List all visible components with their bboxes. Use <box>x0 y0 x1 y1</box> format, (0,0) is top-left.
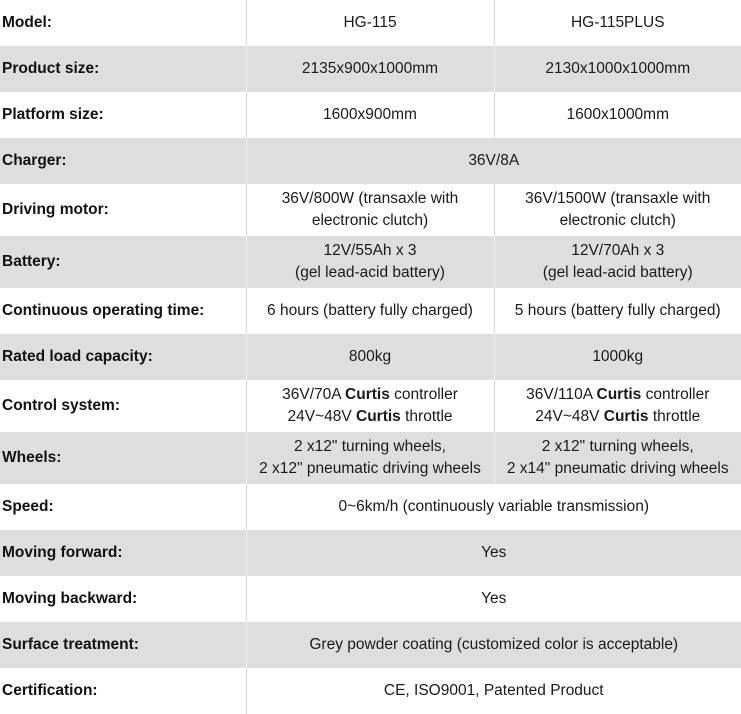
spec-value-hg-115plus <box>494 184 741 236</box>
spec-row-charger <box>0 138 741 184</box>
brand-name: Curtis <box>604 408 649 425</box>
spec-label: Rated load capacity: <box>0 334 246 380</box>
spec-value-text: 24V~48V <box>287 408 356 425</box>
spec-row-wheels <box>0 432 741 484</box>
spec-label: Surface treatment: <box>0 622 246 668</box>
spec-value-line: 1600x900mm <box>247 104 494 126</box>
spec-value-hg-115plus <box>494 334 741 380</box>
spec-value-line: 800kg <box>247 346 494 368</box>
spec-value-line: 2135x900x1000mm <box>247 58 494 80</box>
spec-value-text: controller <box>390 386 458 403</box>
spec-label: Moving backward: <box>0 576 246 622</box>
spec-value-hg-115 <box>246 184 494 236</box>
spec-value-line: 1600x1000mm <box>495 104 741 126</box>
spec-label: Model: <box>0 0 246 46</box>
spec-value-hg-115 <box>246 46 494 92</box>
spec-value-line <box>495 384 741 406</box>
spec-value-line: 2130x1000x1000mm <box>495 58 741 80</box>
spec-value-line: 2 x12" turning wheels, <box>247 436 494 458</box>
brand-name: Curtis <box>356 408 401 425</box>
spec-value-hg-115 <box>246 92 494 138</box>
spec-value-shared <box>246 530 741 576</box>
spec-row-moving-forward <box>0 530 741 576</box>
spec-value-line: Grey powder coating (customized color is acceptable) <box>247 634 741 656</box>
spec-value-hg-115plus <box>494 288 741 334</box>
spec-label: Control system: <box>0 380 246 432</box>
spec-value-line <box>247 406 494 428</box>
spec-value-hg-115plus <box>494 236 741 288</box>
spec-label: Charger: <box>0 138 246 184</box>
spec-value-text: throttle <box>649 408 701 425</box>
spec-value-hg-115plus <box>494 0 741 46</box>
spec-row-battery <box>0 236 741 288</box>
spec-value-hg-115 <box>246 334 494 380</box>
spec-value-hg-115plus <box>494 380 741 432</box>
spec-value-line: (gel lead-acid battery) <box>495 262 741 284</box>
spec-row-model <box>0 0 741 46</box>
spec-value-line: 2 x14" pneumatic driving wheels <box>495 458 741 480</box>
spec-value-line: electronic clutch) <box>247 210 494 232</box>
spec-value-shared <box>246 576 741 622</box>
spec-value-line: HG-115PLUS <box>495 12 741 34</box>
spec-row-driving-motor <box>0 184 741 236</box>
spec-label: Platform size: <box>0 92 246 138</box>
spec-value-shared <box>246 622 741 668</box>
spec-value-line: 12V/70Ah x 3 <box>495 240 741 262</box>
spec-label: Moving forward: <box>0 530 246 576</box>
brand-name: Curtis <box>345 386 390 403</box>
spec-row-platform-size <box>0 92 741 138</box>
spec-value-line: 5 hours (battery fully charged) <box>495 300 741 322</box>
spec-value-hg-115 <box>246 288 494 334</box>
spec-value-line: 36V/8A <box>247 150 741 172</box>
spec-label: Certification: <box>0 668 246 714</box>
spec-label: Wheels: <box>0 432 246 484</box>
spec-value-line: 36V/800W (transaxle with <box>247 188 494 210</box>
spec-value-hg-115 <box>246 0 494 46</box>
spec-value-line <box>247 384 494 406</box>
brand-name: Curtis <box>597 386 642 403</box>
spec-value-text: throttle <box>401 408 453 425</box>
spec-row-rated-load-capacity <box>0 334 741 380</box>
spec-label: Continuous operating time: <box>0 288 246 334</box>
spec-row-speed <box>0 484 741 530</box>
spec-value-line: 12V/55Ah x 3 <box>247 240 494 262</box>
spec-row-certification <box>0 668 741 714</box>
spec-value-shared <box>246 138 741 184</box>
spec-row-product-size <box>0 46 741 92</box>
spec-value-hg-115 <box>246 380 494 432</box>
spec-value-line: electronic clutch) <box>495 210 741 232</box>
spec-row-moving-backward <box>0 576 741 622</box>
spec-row-surface-treatment <box>0 622 741 668</box>
spec-value-hg-115plus <box>494 92 741 138</box>
spec-value-line: Yes <box>247 542 741 564</box>
spec-value-line: 2 x12" turning wheels, <box>495 436 741 458</box>
spec-value-text: 24V~48V <box>535 408 604 425</box>
spec-row-continuous-operating-time <box>0 288 741 334</box>
spec-value-line: 1000kg <box>495 346 741 368</box>
spec-value-hg-115plus <box>494 46 741 92</box>
spec-value-line: (gel lead-acid battery) <box>247 262 494 284</box>
spec-value-line: 36V/1500W (transaxle with <box>495 188 741 210</box>
spec-label: Battery: <box>0 236 246 288</box>
spec-label: Driving motor: <box>0 184 246 236</box>
spec-value-hg-115 <box>246 236 494 288</box>
spec-value-line: 0~6km/h (continuously variable transmission) <box>247 496 741 518</box>
spec-label: Product size: <box>0 46 246 92</box>
spec-value-text: controller <box>641 386 709 403</box>
spec-value-hg-115 <box>246 432 494 484</box>
spec-value-shared <box>246 484 741 530</box>
spec-value-text: 36V/110A <box>526 386 596 403</box>
spec-label: Speed: <box>0 484 246 530</box>
spec-value-line: 6 hours (battery fully charged) <box>247 300 494 322</box>
spec-value-hg-115plus <box>494 432 741 484</box>
spec-row-control-system <box>0 380 741 432</box>
spec-value-text: 36V/70A <box>282 386 345 403</box>
spec-value-line: HG-115 <box>247 12 494 34</box>
spec-value-line: Yes <box>247 588 741 610</box>
spec-value-line: CE, ISO9001, Patented Product <box>247 680 741 702</box>
spec-value-shared <box>246 668 741 714</box>
spec-value-line: 2 x12" pneumatic driving wheels <box>247 458 494 480</box>
spec-value-line <box>495 406 741 428</box>
